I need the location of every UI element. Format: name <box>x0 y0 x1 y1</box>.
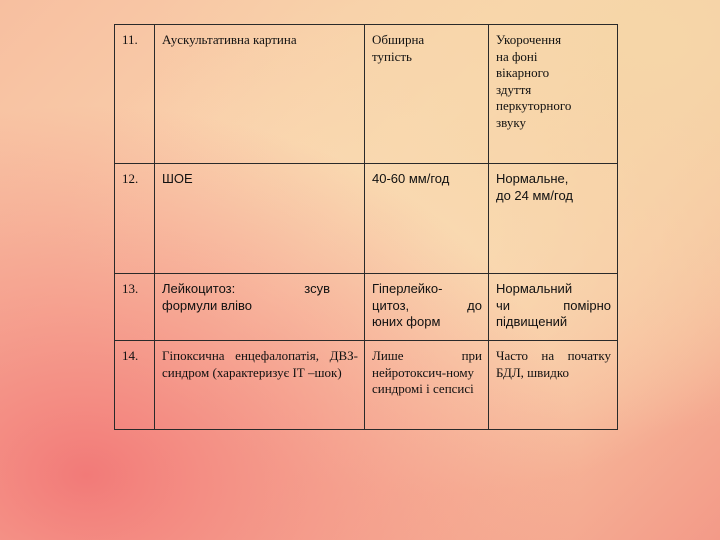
table-row <box>115 341 618 430</box>
value-cell: Нормальне, до 24 мм/год <box>489 164 618 274</box>
feature-cell: Аускультативна картина <box>155 25 365 164</box>
table-row <box>115 164 618 274</box>
value-cell: 40-60 мм/год <box>365 164 489 274</box>
table-row <box>115 274 618 341</box>
row-number: 11. <box>115 25 155 164</box>
table-row <box>115 25 618 164</box>
value-cell: Часто на початку БДЛ, швидко <box>489 341 618 430</box>
feature-cell: Лейкоцитоз: зсув формули вліво <box>155 274 365 341</box>
row-number: 12. <box>115 164 155 274</box>
row-number: 14. <box>115 341 155 430</box>
value-cell: Укорочення на фоні вікарного здуття перкуторного звуку <box>489 25 618 164</box>
value-cell: Лише при нейротоксич-ному синдромі і сепсисі <box>365 341 489 430</box>
value-cell: Гіперлейко- цитоз, до юних форм <box>365 274 489 341</box>
feature-cell: Гіпоксична енцефалопатія, ДВЗ-синдром (характеризує ІТ –шок) <box>155 341 365 430</box>
value-cell: Нормальний чи помірно підвищений <box>489 274 618 341</box>
value-cell: Обширна тупість <box>365 25 489 164</box>
feature-cell: ШОЕ <box>155 164 365 274</box>
row-number: 13. <box>115 274 155 341</box>
comparison-table <box>114 24 618 430</box>
